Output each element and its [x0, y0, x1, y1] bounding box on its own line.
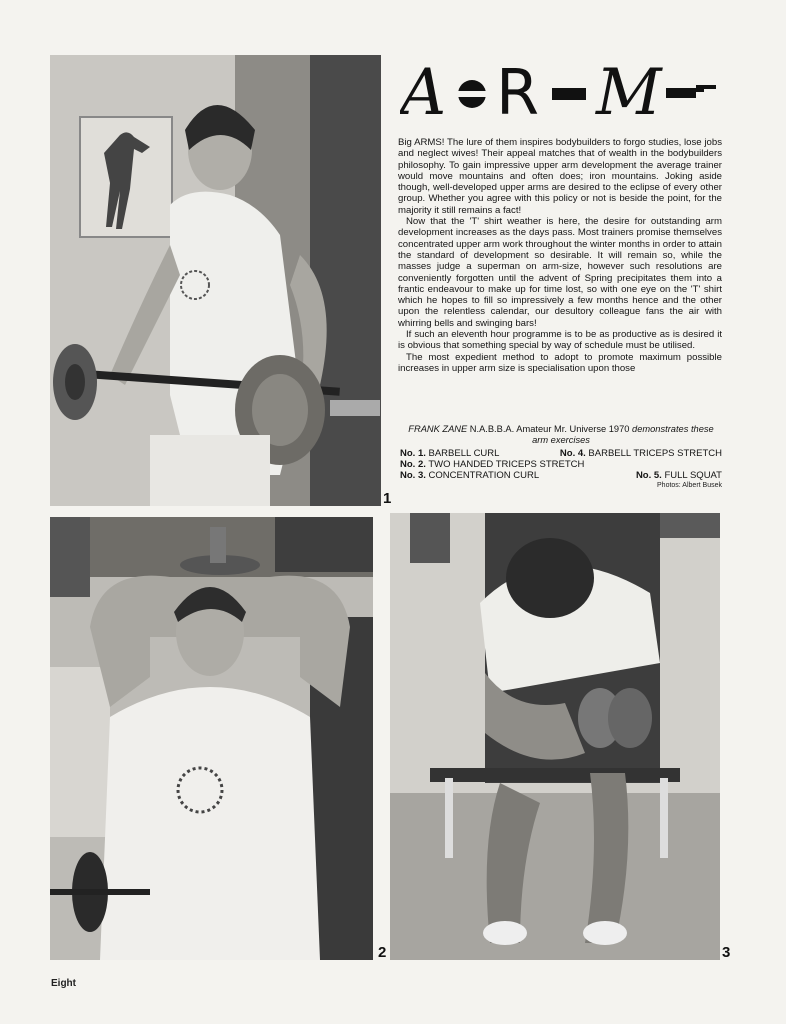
- caption-name: FRANK ZANE: [408, 424, 468, 434]
- title-letter-r: R: [496, 56, 540, 129]
- exercise-number: No. 2.: [400, 459, 426, 470]
- exercise-number: No. 1.: [400, 448, 426, 459]
- title-bar-icon: [552, 88, 586, 100]
- exercise-name: BARBELL TRICEPS STRETCH: [585, 448, 722, 459]
- paragraph-2: Now that the 'T' shirt weather is here, the desire for outstanding arm development increases as the days pass. Most trainers promise themselves concentrated upper arm work throughout the winter months in order to attain the standard of development so desirable. It will remain so, while the masses judge a superman on arm-size, however such resolutions are conveniently forgotten until the advent of Spring precipitates them into a frantic endeavour to make up for time lost, so with one eye on the 'T' shirt which he hopes to fill so impressively a few months hence and the other upon the relentless calendar, our desultory colleague fans the air with whirring bells and swinging bars!: [398, 216, 722, 329]
- pointing-hand-icon: [666, 85, 716, 98]
- exercise-name: BARBELL CURL: [425, 448, 500, 459]
- title-letter-a: A: [400, 56, 447, 130]
- exercise-name: CONCENTRATION CURL: [425, 470, 540, 481]
- exercise-row: [400, 470, 722, 481]
- exercise-name: FULL SQUAT: [661, 470, 722, 481]
- photo-number-3: 3: [722, 944, 731, 961]
- photo-caption: [400, 424, 722, 446]
- exercise-row: [400, 459, 722, 470]
- paragraph-3: If such an eleventh hour programme is to be as productive as is desired it is obvious that something special by way of schedule must be utilised.: [398, 329, 722, 352]
- article-body: [398, 137, 722, 374]
- photo-concentration-curl: [390, 513, 720, 960]
- caption-text: N.A.B.B.A. Amateur Mr. Universe 1970: [467, 424, 633, 434]
- exercise-list: [400, 448, 722, 481]
- exercise-number: No. 4.: [559, 448, 586, 459]
- article-title: [400, 52, 730, 132]
- photo-credits: Photos: Albert Busek: [657, 482, 722, 489]
- exercise-name: TWO HANDED TRICEPS STRETCH: [425, 459, 585, 470]
- paragraph-4: The most expedient method to adopt to promote maximum possible increases in upper arm size is specialisation upon those: [398, 351, 722, 374]
- photo-barbell-curl: [50, 55, 381, 506]
- exercise-number: No. 5.: [635, 470, 662, 481]
- paragraph-1: Big ARMS! The lure of them inspires bodybuilders to forgo studies, lose jobs and neglect wives! Their appeal matches that of wealth in the bodybuilders philosophy. To gain impressive upper arm development the average trainer would move mountains and often does; iron mountains. Joking aside though, well-developed upper arms are desired to the eclipse of every other group. Whether you agree with this policy or not is beside the point, for the majority it still remains a fact!: [398, 137, 722, 216]
- caption-tail: demonstrates these arm exercises: [532, 424, 714, 445]
- page-number: Eight: [51, 978, 76, 989]
- photo-number-1: 1: [383, 490, 392, 507]
- exercise-number: No. 3.: [400, 470, 426, 481]
- exercise-row: [400, 448, 722, 459]
- photo-number-2: 2: [378, 944, 387, 961]
- photo-triceps-stretch: [50, 517, 373, 960]
- title-letter-m: M: [596, 56, 662, 130]
